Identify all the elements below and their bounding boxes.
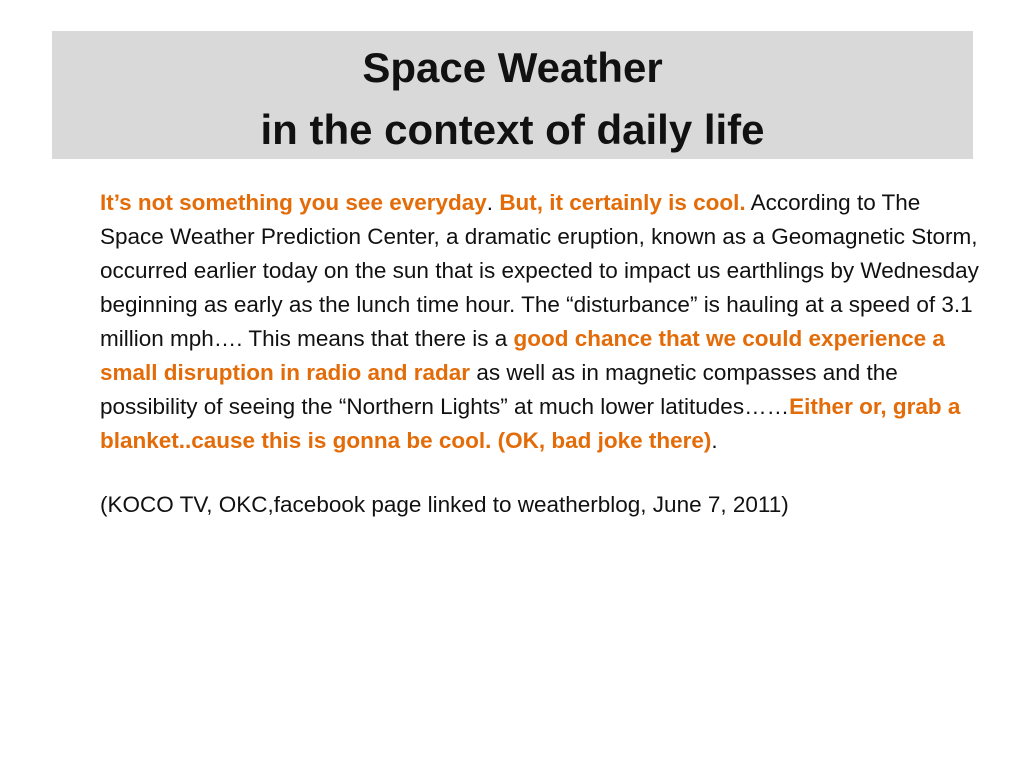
slide-title-line-1: Space Weather xyxy=(362,44,663,91)
title-banner xyxy=(52,31,973,159)
highlight-blanket-joke: Either or, grab a blanket..cause this is gonna be cool. (OK, bad joke there) xyxy=(100,394,961,453)
highlight-cool: But, it certainly is cool. xyxy=(499,190,746,215)
highlight-disruption: good chance that we could experience a small disruption in radio and radar xyxy=(100,326,945,385)
slide-title-line-2: in the context of daily life xyxy=(260,106,765,153)
slide-body xyxy=(100,186,980,522)
text-swpc-report: According to The Space Weather Prediction Center, a dramatic eruption, known as a Geomagnetic Storm, occurred earlier today on the sun that is expected to impact us earthlings by Wednesday beginning as early as the lunch time hour. The “disturbance” is hauling at a speed of 3.1 million mph…. This means that there is a xyxy=(100,190,979,351)
highlight-not-everyday: It’s not something you see everyday xyxy=(100,190,487,215)
citation: (KOCO TV, OKC,facebook page linked to weatherblog, June 7, 2011) xyxy=(100,492,789,517)
text-period: . xyxy=(486,190,500,215)
main-paragraph xyxy=(100,186,980,458)
text-compasses-northern-lights: as well as in magnetic compasses and the possibility of seeing the “Northern Lights” at much lower latitudes…… xyxy=(100,360,898,419)
text-final-period: . xyxy=(711,428,718,453)
